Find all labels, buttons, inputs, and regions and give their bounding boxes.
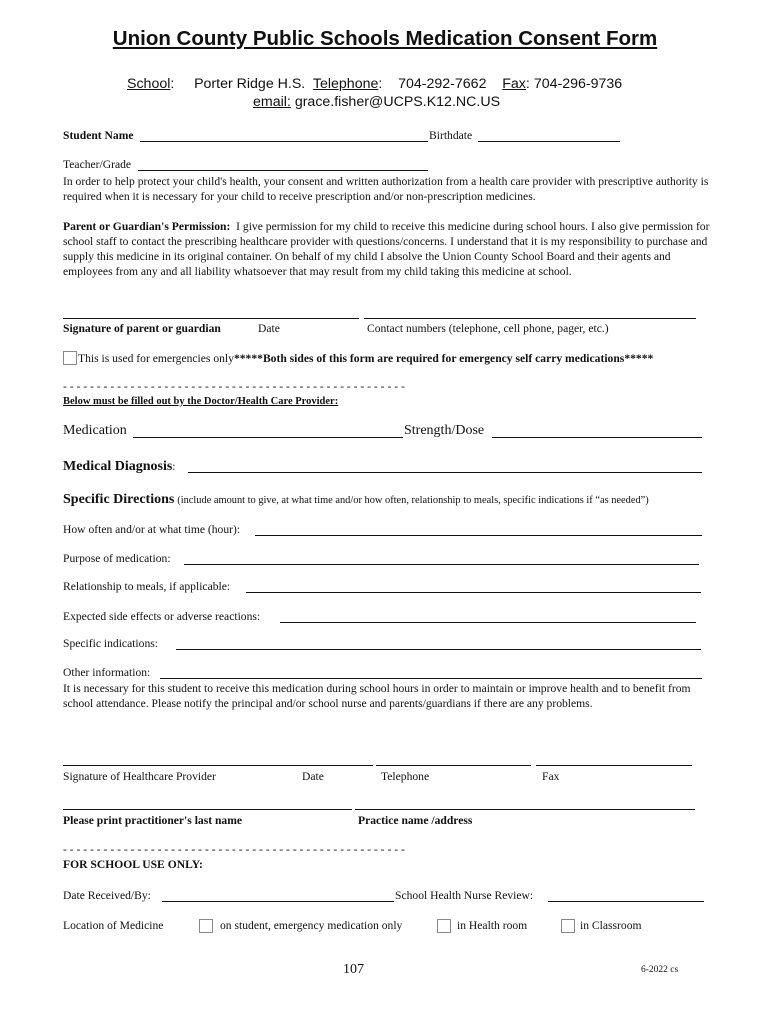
emergency-line xyxy=(78,352,653,365)
school-label: School xyxy=(127,76,171,92)
indications-label: Specific indications: xyxy=(63,637,158,650)
location-label: Location of Medicine xyxy=(63,919,164,932)
practitioner-name-label: Please print practitioner's last name xyxy=(63,814,243,827)
necessity-paragraph: It is necessary for this student to receive this medication during school hours in order to maintain or improve health and to benefit from school attendance. Please notify the principal and/or school nurse and parents/guardians if there are any problems. xyxy=(63,682,691,710)
diagnosis-label: Medical Diagnosis xyxy=(63,459,173,474)
dashed-divider: - - - - - - - - - - - - - - - - - - - - - - - - - - - - - - - - - - - - - - - - - - - - - - - - - - - xyxy=(63,380,405,393)
email-label: email: xyxy=(253,94,291,110)
provider-signature-field[interactable] xyxy=(63,765,373,766)
student-name-label: Student Name xyxy=(63,129,134,142)
birthdate-field[interactable] xyxy=(478,141,620,142)
side-effects-label: Expected side effects or adverse reactions: xyxy=(63,610,261,623)
parent-signature-field[interactable] xyxy=(63,318,359,319)
provider-telephone-label: Telephone xyxy=(381,770,430,783)
medication-field[interactable] xyxy=(133,437,403,438)
directions-label: Specific Directions xyxy=(63,492,175,507)
classroom-checkbox[interactable] xyxy=(561,919,575,933)
health-room-checkbox[interactable] xyxy=(437,919,451,933)
diagnosis-line xyxy=(63,459,176,475)
practitioner-name-field[interactable] xyxy=(63,809,352,810)
provider-signature-label: Signature of Healthcare Provider xyxy=(63,770,216,783)
parent-signature-label: Signature of parent or guardian xyxy=(63,322,221,335)
strength-dose-label: Strength/Dose xyxy=(404,423,485,438)
relationship-label: Relationship to meals, if applicable: xyxy=(63,580,231,593)
how-often-label: How often and/or at what time (hour): xyxy=(63,523,241,536)
nurse-review-field[interactable] xyxy=(548,901,704,902)
other-info-label: Other information: xyxy=(63,666,151,679)
school-info: School: Porter Ridge H.S. Telephone: 704-292-7662 Fax: 704-296-9736 xyxy=(127,76,623,92)
purpose-field[interactable] xyxy=(184,564,699,565)
teacher-grade-field[interactable] xyxy=(138,170,428,171)
fax-label: Fax xyxy=(502,76,526,92)
purpose-label: Purpose of medication: xyxy=(63,552,171,565)
parent-date-label: Date xyxy=(258,322,280,335)
diagnosis-colon: : xyxy=(172,460,176,473)
contact-numbers-field[interactable] xyxy=(364,318,696,319)
provider-fax-label: Fax xyxy=(542,770,560,783)
emergency-note: *****Both sides of this form are required for emergency self carry medications***** xyxy=(233,352,654,365)
practice-address-field[interactable] xyxy=(355,809,695,810)
form-code: 6-2022 cs xyxy=(641,965,679,975)
relationship-field[interactable] xyxy=(246,592,701,593)
other-info-field[interactable] xyxy=(160,678,702,679)
telephone-label: Telephone xyxy=(312,76,379,92)
emergency-checkbox-label: This is used for emergencies only xyxy=(78,352,234,365)
page-title: Union County Public Schools Medication Consent Form xyxy=(112,27,658,50)
date-received-label: Date Received/By: xyxy=(63,889,151,902)
school-value: Porter Ridge H.S. xyxy=(194,76,306,92)
provider-telephone-field[interactable] xyxy=(376,765,531,766)
date-received-field[interactable] xyxy=(162,901,394,902)
diagnosis-field[interactable] xyxy=(188,472,702,473)
intro-paragraph: In order to help protect your child's health, your consent and written authorization from a health care provider with prescriptive authority is required when it is necessary for your child to receive prescription and/or non-prescription medicines. xyxy=(63,175,709,203)
practice-address-label: Practice name /address xyxy=(358,814,473,827)
fax-value: 704-296-9736 xyxy=(533,76,623,92)
directions-note: (include amount to give, at what time and/or how often, relationship to meals, specific indications if “as needed”) xyxy=(177,495,649,506)
doctor-section-heading: Below must be filled out by the Doctor/Health Care Provider: xyxy=(63,396,339,407)
on-student-checkbox[interactable] xyxy=(199,919,213,933)
telephone-value: 704-292-7662 xyxy=(398,76,487,92)
permission-paragraph xyxy=(63,219,713,279)
contact-numbers-label: Contact numbers (telephone, cell phone, pager, etc.) xyxy=(367,322,609,335)
permission-heading: Parent or Guardian's Permission: xyxy=(63,220,231,233)
how-often-field[interactable] xyxy=(255,535,702,536)
emergency-checkbox[interactable] xyxy=(63,351,77,365)
email-line xyxy=(253,94,500,110)
side-effects-field[interactable] xyxy=(280,622,696,623)
classroom-label: in Classroom xyxy=(580,919,642,932)
page-number: 107 xyxy=(343,962,364,977)
provider-date-label: Date xyxy=(302,770,324,783)
provider-fax-field[interactable] xyxy=(536,765,692,766)
email-value: grace.fisher@UCPS.K12.NC.US xyxy=(294,94,501,110)
birthdate-label: Birthdate xyxy=(429,129,473,142)
permission-text: I give permission for my child to receive this medicine during school hours. I also give permission for school staff to contact the prescribing healthcare provider with questions/concerns. I understand that it is my responsibility to purchase and supply this medicine in its original container. On behalf of my child I absolve the Union County School Board and their agents and employees from any and all liability whatsoever that may result from my child taking this medicine at school. xyxy=(63,220,710,278)
strength-dose-field[interactable] xyxy=(492,437,702,438)
student-name-field[interactable] xyxy=(140,141,428,142)
school-use-heading: FOR SCHOOL USE ONLY: xyxy=(63,858,203,871)
nurse-review-label: School Health Nurse Review: xyxy=(395,889,534,902)
medication-label: Medication xyxy=(63,423,127,438)
directions-line xyxy=(63,492,649,508)
teacher-grade-label: Teacher/Grade xyxy=(63,158,132,171)
dashed-divider-2: - - - - - - - - - - - - - - - - - - - - - - - - - - - - - - - - - - - - - - - - - - - - - - - - - - - xyxy=(63,843,405,856)
indications-field[interactable] xyxy=(176,649,701,650)
on-student-label: on student, emergency medication only xyxy=(220,919,403,932)
health-room-label: in Health room xyxy=(457,919,528,932)
